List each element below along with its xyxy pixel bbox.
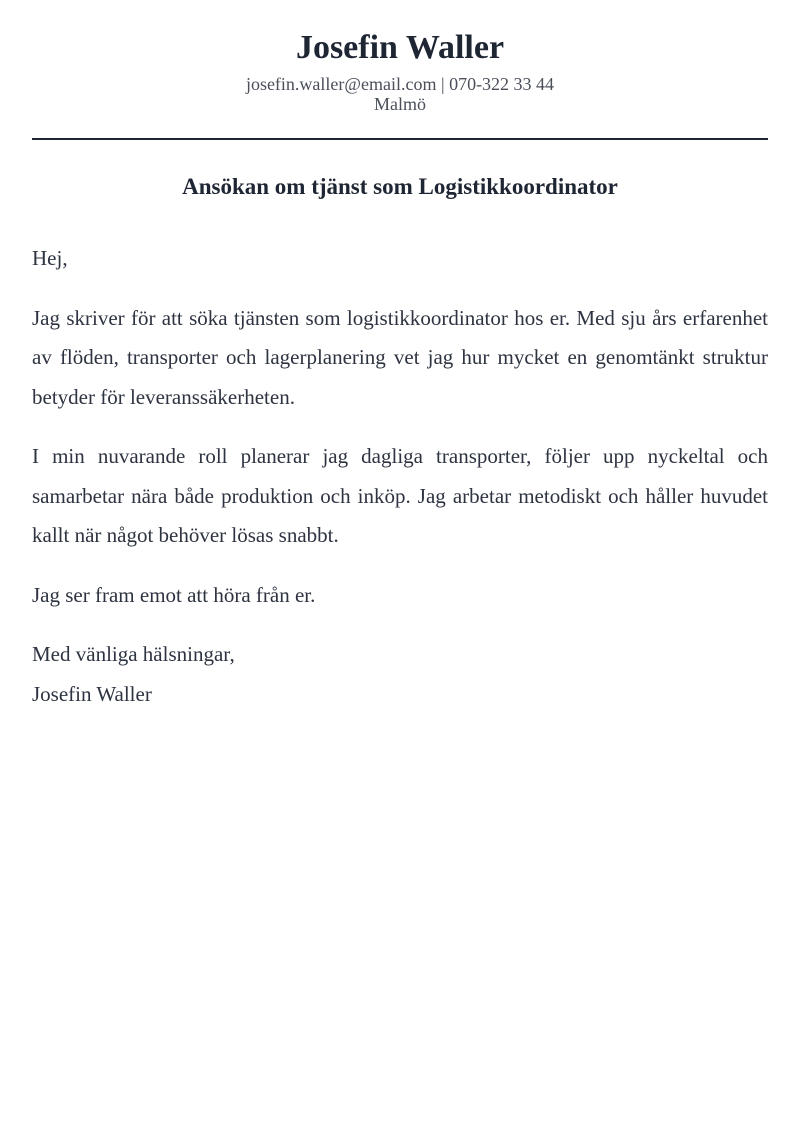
header-divider	[32, 138, 768, 140]
sender-email: josefin.waller@email.com	[245, 74, 437, 94]
contact-separator: |	[436, 74, 450, 94]
sender-name: Josefin Waller	[295, 29, 505, 66]
letter-paragraph: Jag skriver för att söka tjänsten som logistikkoordinator hos er. Med sju års erfarenhet av flöden, transporter och lagerplanering vet jag hur mycket en genomtänkt struktur betyder för leveranssäkerheten.	[32, 305, 768, 409]
letter-paragraph: I min nuvarande roll planerar jag dagliga transporter, följer upp nyckeltal och samarbetar nära både produktion och inköp. Jag arbetar metodiskt och håller huvudet kallt när något behöver lösas snabbt.	[32, 444, 768, 547]
letter-paragraph: Jag ser fram emot att höra från er.	[32, 582, 316, 607]
letter-closing: Med vänliga hälsningar,	[32, 642, 235, 666]
contact-line	[32, 74, 768, 94]
letter-greeting: Hej,	[32, 246, 68, 270]
letter-subject: Ansökan om tjänst som Logistikkoordinator	[182, 174, 618, 199]
sender-city: Malmö	[374, 94, 426, 114]
sender-phone: 070-322 33 44	[449, 74, 555, 94]
letter-signature: Josefin Waller	[32, 681, 152, 706]
letter-header	[32, 0, 768, 114]
